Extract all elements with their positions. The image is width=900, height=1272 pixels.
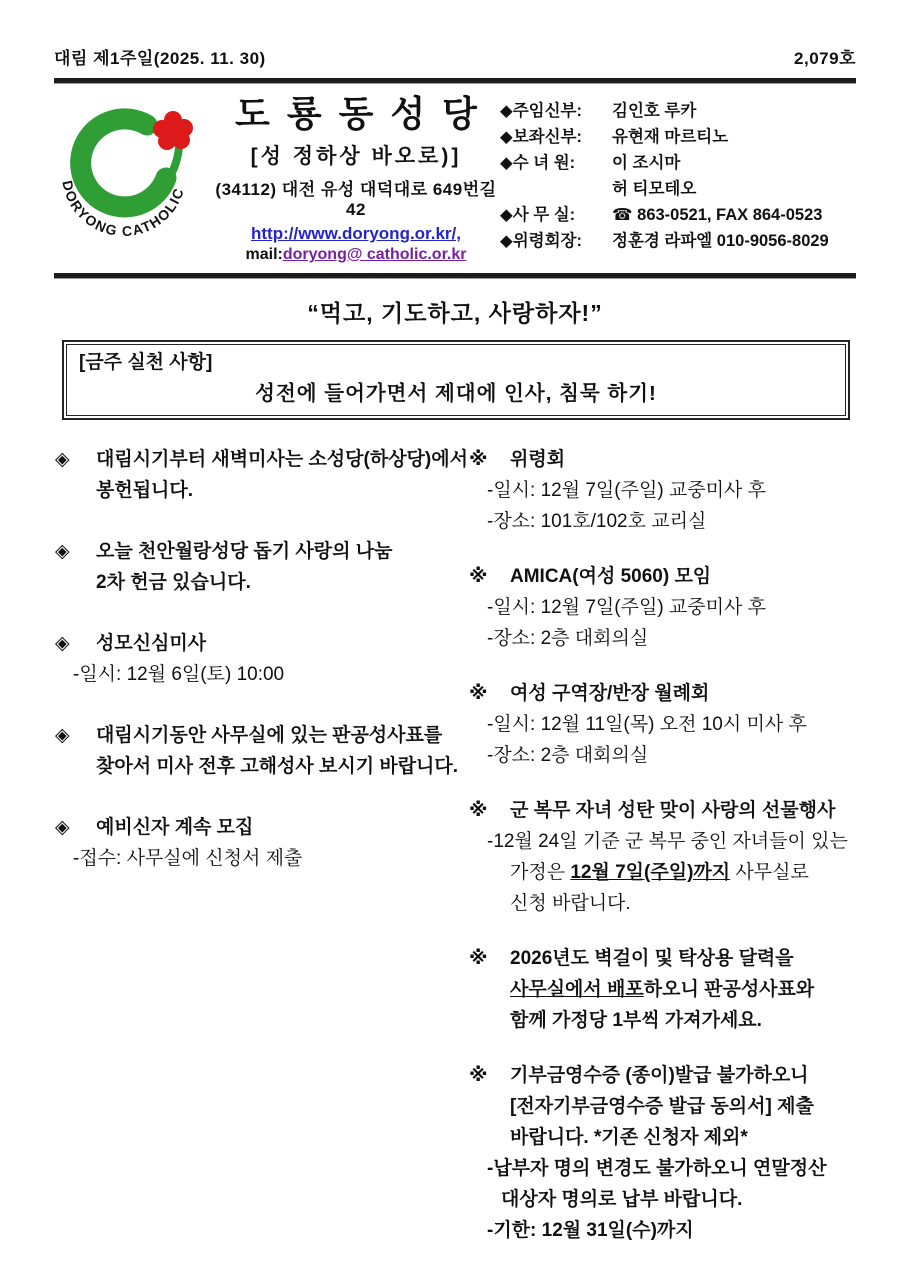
notice-text: 대림시기부터 새벽미사는 소성당(하상당)에서	[96, 449, 468, 470]
notice-text: 바랍니다. *기존 신청자 제외*	[510, 1127, 748, 1148]
notice-text: -일시: 12월 7일(주일) 교중미사 후	[487, 597, 766, 618]
logo-text: DORYONG CATHOLIC	[59, 178, 188, 238]
masthead	[54, 90, 856, 264]
staff-name: 김인호 루카	[612, 102, 697, 120]
staff-role: ◆주임신부:	[500, 102, 582, 120]
church-logo	[54, 90, 212, 243]
notice-line	[54, 812, 456, 843]
notice-line	[54, 475, 456, 506]
bullet-icon: ◈	[55, 725, 70, 746]
notice-text: 대상자 명의로 납부 바랍니다.	[501, 1189, 743, 1210]
notice-line	[468, 1060, 856, 1091]
notice-text: [전자기부금영수증 발급 동의서] 제출	[510, 1096, 814, 1117]
bullet-icon: ※	[469, 1065, 488, 1086]
notice-text: -12월 24일 기준 군 복무 중인 자녀들이 있는	[487, 831, 848, 852]
notice-text: -기한: 12월 31일(수)까지	[487, 1220, 694, 1241]
logo-red-flower-icon	[153, 111, 193, 150]
notice-line	[468, 1091, 856, 1122]
notice-item	[468, 795, 856, 919]
notice-item	[468, 561, 856, 654]
notice-line	[54, 567, 456, 598]
notice-text: -장소: 2층 대회의실	[487, 745, 649, 766]
notice-text: -일시: 12월 11일(목) 오전 10시 미사 후	[487, 714, 807, 735]
church-address: (34112) 대전 유성 대덕대로 649번길 42	[215, 180, 497, 219]
notice-text: 가정은	[510, 862, 571, 883]
notice-item	[468, 678, 856, 771]
notice-line	[54, 751, 459, 782]
church-name: 도룡동성당	[235, 93, 494, 134]
notice-item	[468, 444, 856, 537]
bullet-icon: ※	[469, 449, 488, 470]
notice-text: 2차 헌금 있습니다.	[96, 572, 251, 593]
notice-line	[468, 709, 856, 740]
notice-line	[54, 628, 456, 659]
notice-text: 함께 가정당 1부씩 가져가세요.	[510, 1010, 762, 1031]
notice-text: 12월 7일(주일)까지	[570, 862, 731, 883]
mail-link[interactable]: doryong@ catholic.or.kr	[282, 246, 467, 263]
notice-line	[468, 623, 856, 654]
staff-row	[500, 150, 856, 176]
staff-name: 정훈경 라파엘 010-9056-8029	[612, 232, 829, 250]
notice-line	[468, 943, 856, 974]
masthead-center	[212, 90, 500, 264]
notice-text: 예비신자 계속 모집	[96, 817, 254, 838]
notice-line	[468, 1153, 856, 1184]
notice-text: -장소: 2층 대회의실	[487, 628, 649, 649]
notice-line	[468, 826, 856, 857]
notice-columns	[54, 444, 856, 1270]
practice-box-text: 성전에 들어가면서 제대에 인사, 침묵 하기!	[255, 382, 657, 405]
notice-text: -일시: 12월 6일(토) 10:00	[73, 664, 285, 685]
notice-text: AMICA(여성 5060) 모임	[510, 566, 712, 587]
notice-line	[54, 843, 456, 874]
doryong-logo-icon	[54, 90, 206, 238]
notice-column-left	[54, 444, 468, 1270]
notice-text: 위령회	[510, 449, 566, 470]
staff-name: 유현재 마르티노	[612, 128, 729, 146]
staff-name: 이 조시마	[612, 154, 681, 172]
notice-text: -납부자 명의 변경도 불가하오니 연말정산	[487, 1158, 827, 1179]
notice-line	[468, 974, 856, 1005]
notice-text: 대림시기동안 사무실에 있는 판공성사표를	[96, 725, 443, 746]
staff-row	[500, 228, 856, 254]
staff-row	[500, 176, 856, 202]
staff-role: ◆수 녀 원:	[500, 154, 576, 172]
divider-top	[54, 78, 856, 84]
notice-text: 2026년도 벽걸이 및 탁상용 달력을	[510, 948, 794, 969]
notice-line	[468, 1215, 856, 1246]
staff-name: 허 티모테오	[612, 180, 697, 198]
weekly-practice-box	[62, 340, 850, 420]
bullet-icon: ※	[469, 948, 488, 969]
staff-role: ◆보좌신부:	[500, 128, 582, 146]
staff-row	[500, 124, 856, 150]
notice-text: 군 복무 자녀 성탄 맞이 사랑의 선물행사	[510, 800, 836, 821]
staff-name: ☎ 863-0521, FAX 864-0523	[612, 206, 823, 224]
notice-column-right	[456, 444, 856, 1270]
divider-masthead	[54, 273, 856, 279]
notice-text: -일시: 12월 7일(주일) 교중미사 후	[487, 480, 766, 501]
notice-line	[54, 444, 468, 475]
notice-line	[468, 795, 856, 826]
notice-line	[468, 506, 856, 537]
notice-item	[468, 1060, 856, 1246]
notice-text: 사무실에서 배포	[510, 979, 644, 1000]
notice-line	[468, 475, 856, 506]
practice-box-label: [금주 실천 사항]	[79, 352, 213, 373]
notice-text: 하오니 판공성사표와	[643, 979, 815, 1000]
notice-text: 찾아서 미사 전후 고해성사 보시기 바랍니다.	[96, 756, 459, 777]
bullet-icon: ◈	[55, 541, 70, 562]
staff-list	[500, 90, 856, 254]
website-link[interactable]: http://www.doryong.or.kr/,	[251, 224, 461, 243]
notice-line	[468, 561, 856, 592]
notice-text: 오늘 천안월랑성당 돕기 사랑의 나눔	[96, 541, 393, 562]
header-row	[54, 44, 856, 69]
notice-item	[54, 444, 468, 506]
bullet-icon: ◈	[55, 817, 70, 838]
logo-green-circle	[81, 119, 166, 207]
notice-text: 여성 구역장/반장 월례회	[510, 683, 710, 704]
notice-item	[468, 943, 856, 1036]
tagline: “먹고, 기도하고, 사랑하자!”	[307, 300, 603, 326]
notice-text: 사무실로	[730, 862, 809, 883]
notice-text: 신청 바랍니다.	[510, 893, 631, 914]
notice-text: 기부금영수증 (종이)발급 불가하오니	[510, 1065, 809, 1086]
notice-item	[54, 536, 456, 598]
notice-line	[468, 1184, 856, 1215]
bullet-icon: ※	[469, 683, 488, 704]
issue-date: 대림 제1주일(2025. 11. 30)	[54, 49, 266, 68]
notice-line	[54, 659, 456, 690]
notice-line	[468, 740, 856, 771]
issue-number: 2,079호	[794, 49, 856, 68]
notice-line	[54, 536, 456, 567]
bullet-icon: ◈	[55, 633, 70, 654]
notice-line	[468, 1122, 856, 1153]
bullet-icon: ※	[469, 566, 488, 587]
notice-item	[54, 720, 459, 782]
notice-line	[468, 888, 856, 919]
notice-line	[54, 720, 456, 751]
notice-line	[468, 857, 856, 888]
notice-text: 성모신심미사	[96, 633, 207, 654]
mail-label: mail:	[245, 246, 283, 263]
notice-text: 봉헌됩니다.	[96, 480, 194, 501]
notice-text: -장소: 101호/102호 교리실	[487, 511, 707, 532]
notice-line	[468, 1005, 856, 1036]
staff-role: ◆사 무 실:	[500, 206, 576, 224]
notice-item	[54, 628, 456, 690]
logo-brush-flick	[163, 148, 179, 185]
notice-text: -접수: 사무실에 신청서 제출	[73, 848, 303, 869]
staff-row	[500, 98, 856, 124]
notice-line	[468, 678, 856, 709]
staff-role: ◆위령회장:	[500, 232, 582, 250]
notice-line	[468, 444, 856, 475]
patron-saint: [성 정하상 바오로)]	[250, 145, 462, 168]
bullet-icon: ※	[469, 800, 488, 821]
bullet-icon: ◈	[55, 449, 70, 470]
staff-row	[500, 202, 856, 228]
notice-item	[54, 812, 456, 874]
notice-line	[468, 592, 856, 623]
